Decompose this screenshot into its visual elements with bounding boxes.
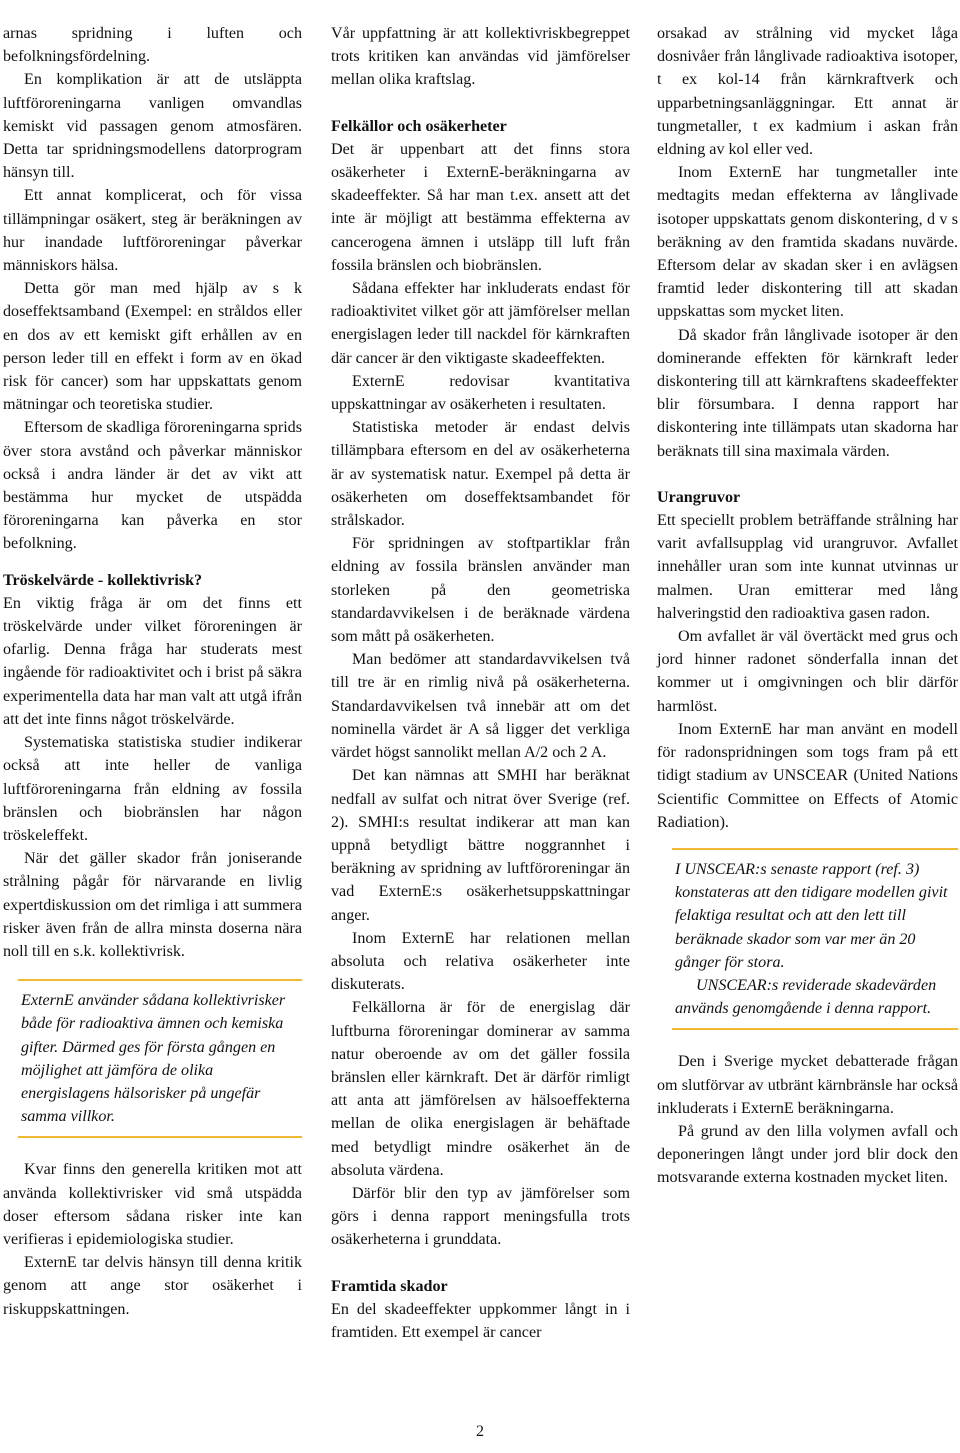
pullquote-text: I UNSCEAR:s senaste rapport (ref. 3) konstateras att den tidigare modellen givit felaktiga resultat och att den lett till beräknade skador som var mer än 20 gånger för stora. bbox=[675, 860, 948, 971]
section-heading: Felkällor och osäkerheter bbox=[331, 117, 507, 135]
paragraph: Det är uppenbart att det finns stora osäkerheter i ExternE-beräkningarna av skadeeffekter. Så har man t.ex. ansett att det inte är möjligt att bestämma effekterna av cancerogena ämnen i utsläpp till luft från fossila bränslen och biobränslen. bbox=[331, 140, 630, 274]
paragraph: Man bedömer att standardavvikelsen två till tre är en rimlig nivå på osäkerheterna. Standardavvikelsen två innebär att om det nominella värdet är A så ligger det verkliga värdet högst sannolikt mellan A/2 och 2 A. bbox=[331, 651, 630, 762]
paragraph: Därför blir den typ av jämförelser som görs i denna rapport meningsfulla trots osäkerheterna i grunddata. bbox=[331, 1184, 630, 1249]
paragraph: Eftersom de skadliga föroreningarna sprids över stora avstånd och påverkar människor också i andra länder är det av vikt att bestämma hur mycket de utspädda föroreningarna kan påverka en stor befolkning. bbox=[3, 419, 302, 553]
section-heading: Urangruvor bbox=[657, 488, 741, 506]
pullquote-text: UNSCEAR:s reviderade skadevärden används genomgående i denna rapport. bbox=[675, 976, 937, 1018]
pullquote bbox=[3, 981, 302, 1136]
paragraph: En viktig fråga är om det finns ett tröskelvärde under vilket föroreningen är ofarlig. Denna fråga har studerats mest ingående för radioaktivitet och i brist på säkra experimentella data har man valt att utgå ifrån att det inte finns något tröskelvärde. bbox=[3, 594, 302, 728]
paragraph: Vår uppfattning är att kollektivriskbegreppet trots kritiken kan användas vid jämförelser mellan olika kraftslag. bbox=[331, 25, 630, 89]
paragraph: orsakad av strålning vid mycket låga dosnivåer från långlivade radioaktiva isotoper, t ex kol-14 från kärnkraftverk och upparbetningsanläggningar. Ett annat är tungmetaller, t ex kadmium i askan från eldning av kol eller ved. bbox=[657, 25, 958, 159]
paragraph: Då skador från långlivade isotoper är den dominerande effekten för kärnkraft leder diskontering till att kärnkraftens skadeeffekter blir försumbara. I denna rapport har diskontering inte tillämpats utan skadorna har beräknats till sina maximala värden. bbox=[657, 326, 958, 460]
paragraph: Ett speciellt problem beträffande strålning har varit avfallsupplag vid urangruvor. Avfallet innehåller uran som inte kunnat utvinnas ur malmen. Uran emitterar med lång halveringstid den radioaktiva gasen radon. bbox=[657, 512, 958, 622]
paragraph: Kvar finns den generella kritiken mot att använda kollektivrisker vid små utspädda doser eftersom sådana risker inte kan verifieras i epidemiologiska studier. bbox=[3, 1161, 302, 1248]
pullquote bbox=[657, 850, 958, 1028]
column-3 bbox=[657, 22, 958, 1190]
paragraph: Felkällorna är för de energislag där luftburna föroreningar dominerar av samma natur oberoende av om det gäller fossila bränslen eller kärnkraft. Det är därför rimligt att anta att jämförelsen av hälsoeffekterna mellan de olika energislagen är behäftade med betydligt mindre osäkerhet än de absoluta värdena. bbox=[331, 999, 630, 1179]
section-heading: Tröskelvärde - kollektivrisk? bbox=[3, 571, 203, 589]
paragraph: En komplikation är att de utsläppta luftföroreningarna vanligen omvandlas kemiskt vid passagen genom atmosfären. Detta tar spridningsmodellens datorprogram hänsyn till. bbox=[3, 71, 302, 182]
column-2 bbox=[331, 22, 630, 1344]
paragraph: Inom ExternE har man använt en modell för radonspridningen som togs fram på ett tidigt stadium av UNSCEAR (United Nations Scientific Committee on Effects of Atomic Radiation). bbox=[657, 720, 958, 831]
column-1 bbox=[3, 22, 302, 1321]
paragraph: Statistiska metoder är endast delvis tillämpbara eftersom en del av osäkerheterna är av systematisk natur. Exempel på detta är osäkerheten om doseffektsambandet för strålskador. bbox=[331, 419, 630, 530]
paragraph: Detta gör man med hjälp av s k doseffektsamband (Exempel: en stråldos eller en dos av ett kemiskt gift erhållen av en person leder till en effekt i form av en ökad risk för cancer) som har uppskattats genom mätningar och teoretiska studier. bbox=[3, 280, 302, 414]
paragraph: Inom ExternE har relationen mellan absoluta och relativa osäkerheter inte diskuterats. bbox=[331, 929, 630, 994]
paragraph: Inom ExternE har tungmetaller inte medtagits medan effekterna av långlivade isotoper uppskattats genom diskontering, d v s beräkning av den framtida skadans nuvärde. Eftersom delar av skadan sker i en avlägsen framtid leder diskontering till att skadan uppskattas som mycket liten. bbox=[657, 164, 958, 321]
paragraph: ExternE redovisar kvantitativa uppskattningar av osäkerheten i resultaten. bbox=[331, 372, 630, 414]
paragraph: Den i Sverige mycket debatterade frågan om slutförvar av utbränt kärnbränsle har också inkluderats i ExternE beräkningarna. bbox=[657, 1053, 958, 1117]
page-number: 2 bbox=[475, 1423, 485, 1440]
paragraph: På grund av den lilla volymen avfall och deponeringen långt under jord blir dock den motsvarande externa kostnaden mycket liten. bbox=[657, 1122, 958, 1187]
paragraph: Det kan nämnas att SMHI har beräknat nedfall av sulfat och nitrat över Sverige (ref. 2). SMHI:s resultat indikerar att man kan uppnå betydligt bättre noggrannhet i beräkning av spridning av luftföroreningar än vad ExternE:s osäkerhetsuppskattningar anger. bbox=[331, 767, 630, 924]
section-heading: Framtida skador bbox=[331, 1277, 448, 1295]
pullquote-text: ExternE använder sådana kollektivrisker både för radioaktiva ämnen och kemiska gifter. Därmed ges för första gången en möjlighet att jämföra de olika energislagens hälsorisker på ungefär samma villkor. bbox=[21, 992, 286, 1126]
paragraph: När det gäller skador från joniserande strålning pågår för närvarande en livlig expertdiskussion om det rimliga i att summera risker även från de allra minsta doserna nära noll till en s.k. kollektivrisk. bbox=[3, 850, 302, 960]
paragraph: För spridningen av stoftpartiklar från eldning av fossila bränslen använder man storleken på den geometriska standardavvikelsen i de beräknade värdena som mått på osäkerheten. bbox=[331, 535, 630, 646]
paragraph: Sådana effekter har inkluderats endast för radioaktivitet vilket gör att jämförelser mellan energislagen leder till nackdel för kärnkraften där cancer är den viktigaste skadeeffekten. bbox=[331, 280, 630, 367]
paragraph: ExternE tar delvis hänsyn till denna kritik genom att ange stor osäkerhet i riskuppskattningen. bbox=[3, 1254, 302, 1318]
paragraph: Systematiska statistiska studier indikerar också att inte heller de vanliga luftföroreningarna från eldning av fossila bränslen och biobränslen har någon tröskeleffekt. bbox=[3, 734, 302, 844]
paragraph: Om avfallet är väl övertäckt med grus och jord hinner radonet sönderfalla innan det kommer ut i omgivningen och blir därför harmlöst. bbox=[657, 628, 958, 715]
paragraph: En del skadeeffekter uppkommer långt in i framtiden. Ett exempel är cancer bbox=[331, 1300, 630, 1341]
paragraph: arnas spridning i luften och befolkningsfördelning. bbox=[3, 25, 302, 66]
paragraph: Ett annat komplicerat, och för vissa tillämpningar osäkert, steg är beräkningen av hur inandade luftföroreningar påverkar människors hälsa. bbox=[3, 187, 302, 275]
